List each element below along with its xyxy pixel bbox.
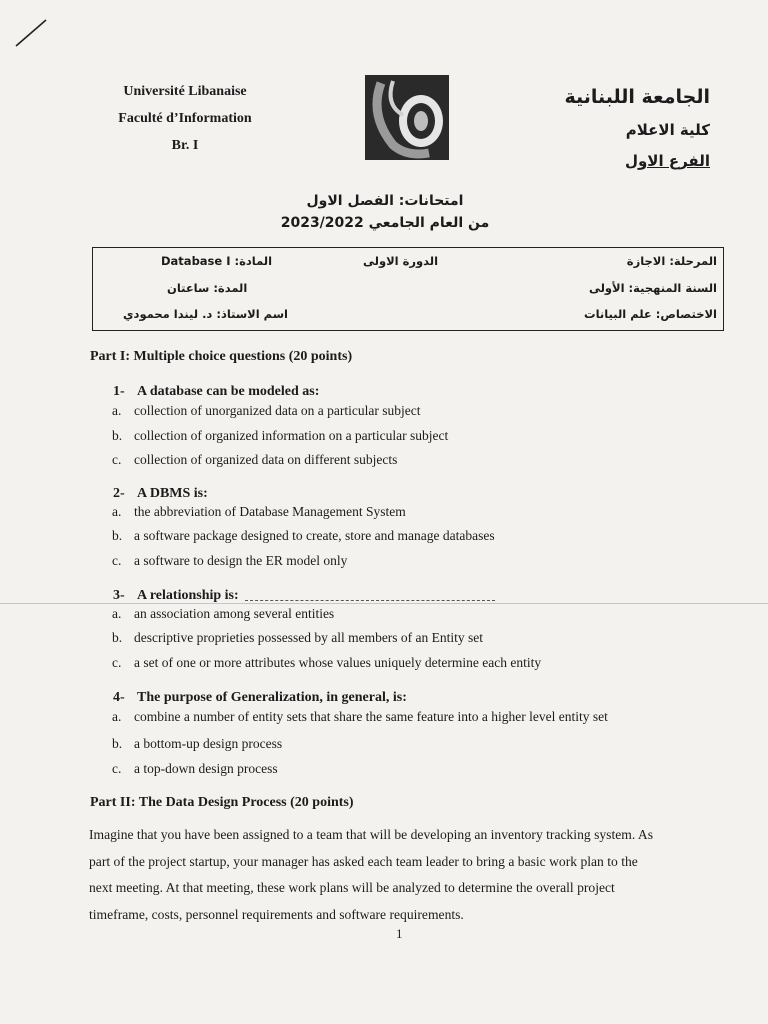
part1-title: Part I: Multiple choice questions (20 points) xyxy=(90,349,353,364)
option-letter: a. xyxy=(112,403,122,418)
option-letter: a. xyxy=(112,504,122,519)
info-level: المرحلة: الاجازة xyxy=(626,254,717,268)
exam-info-box xyxy=(92,247,724,331)
question-2 xyxy=(113,486,208,502)
q4-option-c xyxy=(112,761,278,777)
question-text: A DBMS is: xyxy=(137,486,208,501)
paragraph-line: timeframe, costs, personnel requirements and software requirements. xyxy=(89,906,464,922)
lebanese-university-logo-icon xyxy=(363,75,451,160)
question-1 xyxy=(113,384,319,400)
option-letter: c. xyxy=(112,761,122,776)
q2-option-b xyxy=(112,528,495,544)
info-specialty: الاختصاص: علم البيانات xyxy=(584,307,717,321)
pen-mark-icon xyxy=(12,14,52,54)
info-session: الدورة الاولى xyxy=(363,254,439,268)
branch-ar-line: الفرع الاول xyxy=(624,152,710,170)
q3-option-b xyxy=(112,630,483,646)
question-3 xyxy=(113,588,239,604)
option-text: a set of one or more attributes whose values uniquely determine each entity xyxy=(134,655,542,670)
option-letter: b. xyxy=(112,736,123,751)
option-text: descriptive proprieties possessed by all members of an Entity set xyxy=(134,630,484,645)
option-text: an association among several entities xyxy=(134,606,335,621)
q2-option-c xyxy=(112,553,347,569)
exam-title xyxy=(250,190,520,234)
option-letter: c. xyxy=(112,553,122,568)
dashed-line xyxy=(245,600,495,601)
q1-option-b xyxy=(112,428,448,444)
paragraph-line: next meeting. At that meeting, these work plans will be analyzed to determine the overall project xyxy=(89,880,615,895)
university-name-ar xyxy=(510,80,710,176)
faculty-ar-line: كلية الاعلام xyxy=(625,121,710,139)
q4-option-a xyxy=(112,709,608,725)
option-letter: c. xyxy=(112,655,122,670)
university-name-fr xyxy=(100,78,270,159)
question-text: A database can be modeled as: xyxy=(137,384,320,399)
option-letter: a. xyxy=(112,709,122,724)
question-text: The purpose of Generalization, in general, is: xyxy=(137,690,407,705)
q2-option-a xyxy=(112,504,406,520)
option-text: a top-down design process xyxy=(134,761,278,776)
university-fr-line: Université Libanaise xyxy=(123,84,247,99)
option-text: collection of organized information on a particular subject xyxy=(134,428,449,443)
option-text: a bottom-up design process xyxy=(134,736,283,751)
option-letter: b. xyxy=(112,528,123,543)
option-text: a software package designed to create, store and manage databases xyxy=(134,528,495,543)
q1-option-c xyxy=(112,452,397,468)
part2-paragraph xyxy=(89,822,719,928)
part2-title: Part II: The Data Design Process (20 points) xyxy=(90,795,354,810)
option-letter: b. xyxy=(112,630,123,645)
q3-option-c xyxy=(112,655,541,671)
faculty-fr-line: Faculté d’Information xyxy=(118,111,252,126)
question-text: A relationship is: xyxy=(137,588,239,603)
info-professor: اسم الاستاذ: د. ليندا محمودي xyxy=(123,307,288,321)
option-letter: c. xyxy=(112,452,122,467)
q4-option-b xyxy=(112,736,282,752)
info-duration: المدة: ساعتان xyxy=(167,281,248,295)
exam-title-line-1: امتحانات: الفصل الاول xyxy=(306,193,464,209)
question-number: 2- xyxy=(113,486,125,501)
question-number: 1- xyxy=(113,384,125,399)
q1-option-a xyxy=(112,403,421,419)
branch-fr-line: Br. I xyxy=(171,138,199,153)
page-number: 1 xyxy=(396,926,403,941)
info-subject: المادة: Database I xyxy=(161,254,273,268)
option-text: the abbreviation of Database Management System xyxy=(134,504,406,519)
question-number: 3- xyxy=(113,588,125,603)
option-letter: b. xyxy=(112,428,123,443)
question-number: 4- xyxy=(113,690,125,705)
paragraph-line: part of the project startup, your manager has asked each team leader to bring a basic work plan to the xyxy=(89,853,638,869)
option-letter: a. xyxy=(112,606,122,621)
option-text: collection of unorganized data on a particular subject xyxy=(134,403,421,418)
option-text: combine a number of entity sets that share the same feature into a higher level entity set xyxy=(134,709,608,724)
paragraph-line: Imagine that you have been assigned to a team that will be developing an inventory tracking system. As xyxy=(89,827,653,842)
q3-option-a xyxy=(112,606,334,622)
option-text: collection of organized data on different subjects xyxy=(134,452,398,467)
university-ar-line: الجامعة اللبنانية xyxy=(564,86,710,108)
exam-title-line-2: من العام الجامعي 2023/2022 xyxy=(280,215,490,231)
info-year: السنة المنهجية: الأولى xyxy=(588,281,717,295)
option-text: a software to design the ER model only xyxy=(134,553,348,568)
question-4 xyxy=(113,690,407,706)
